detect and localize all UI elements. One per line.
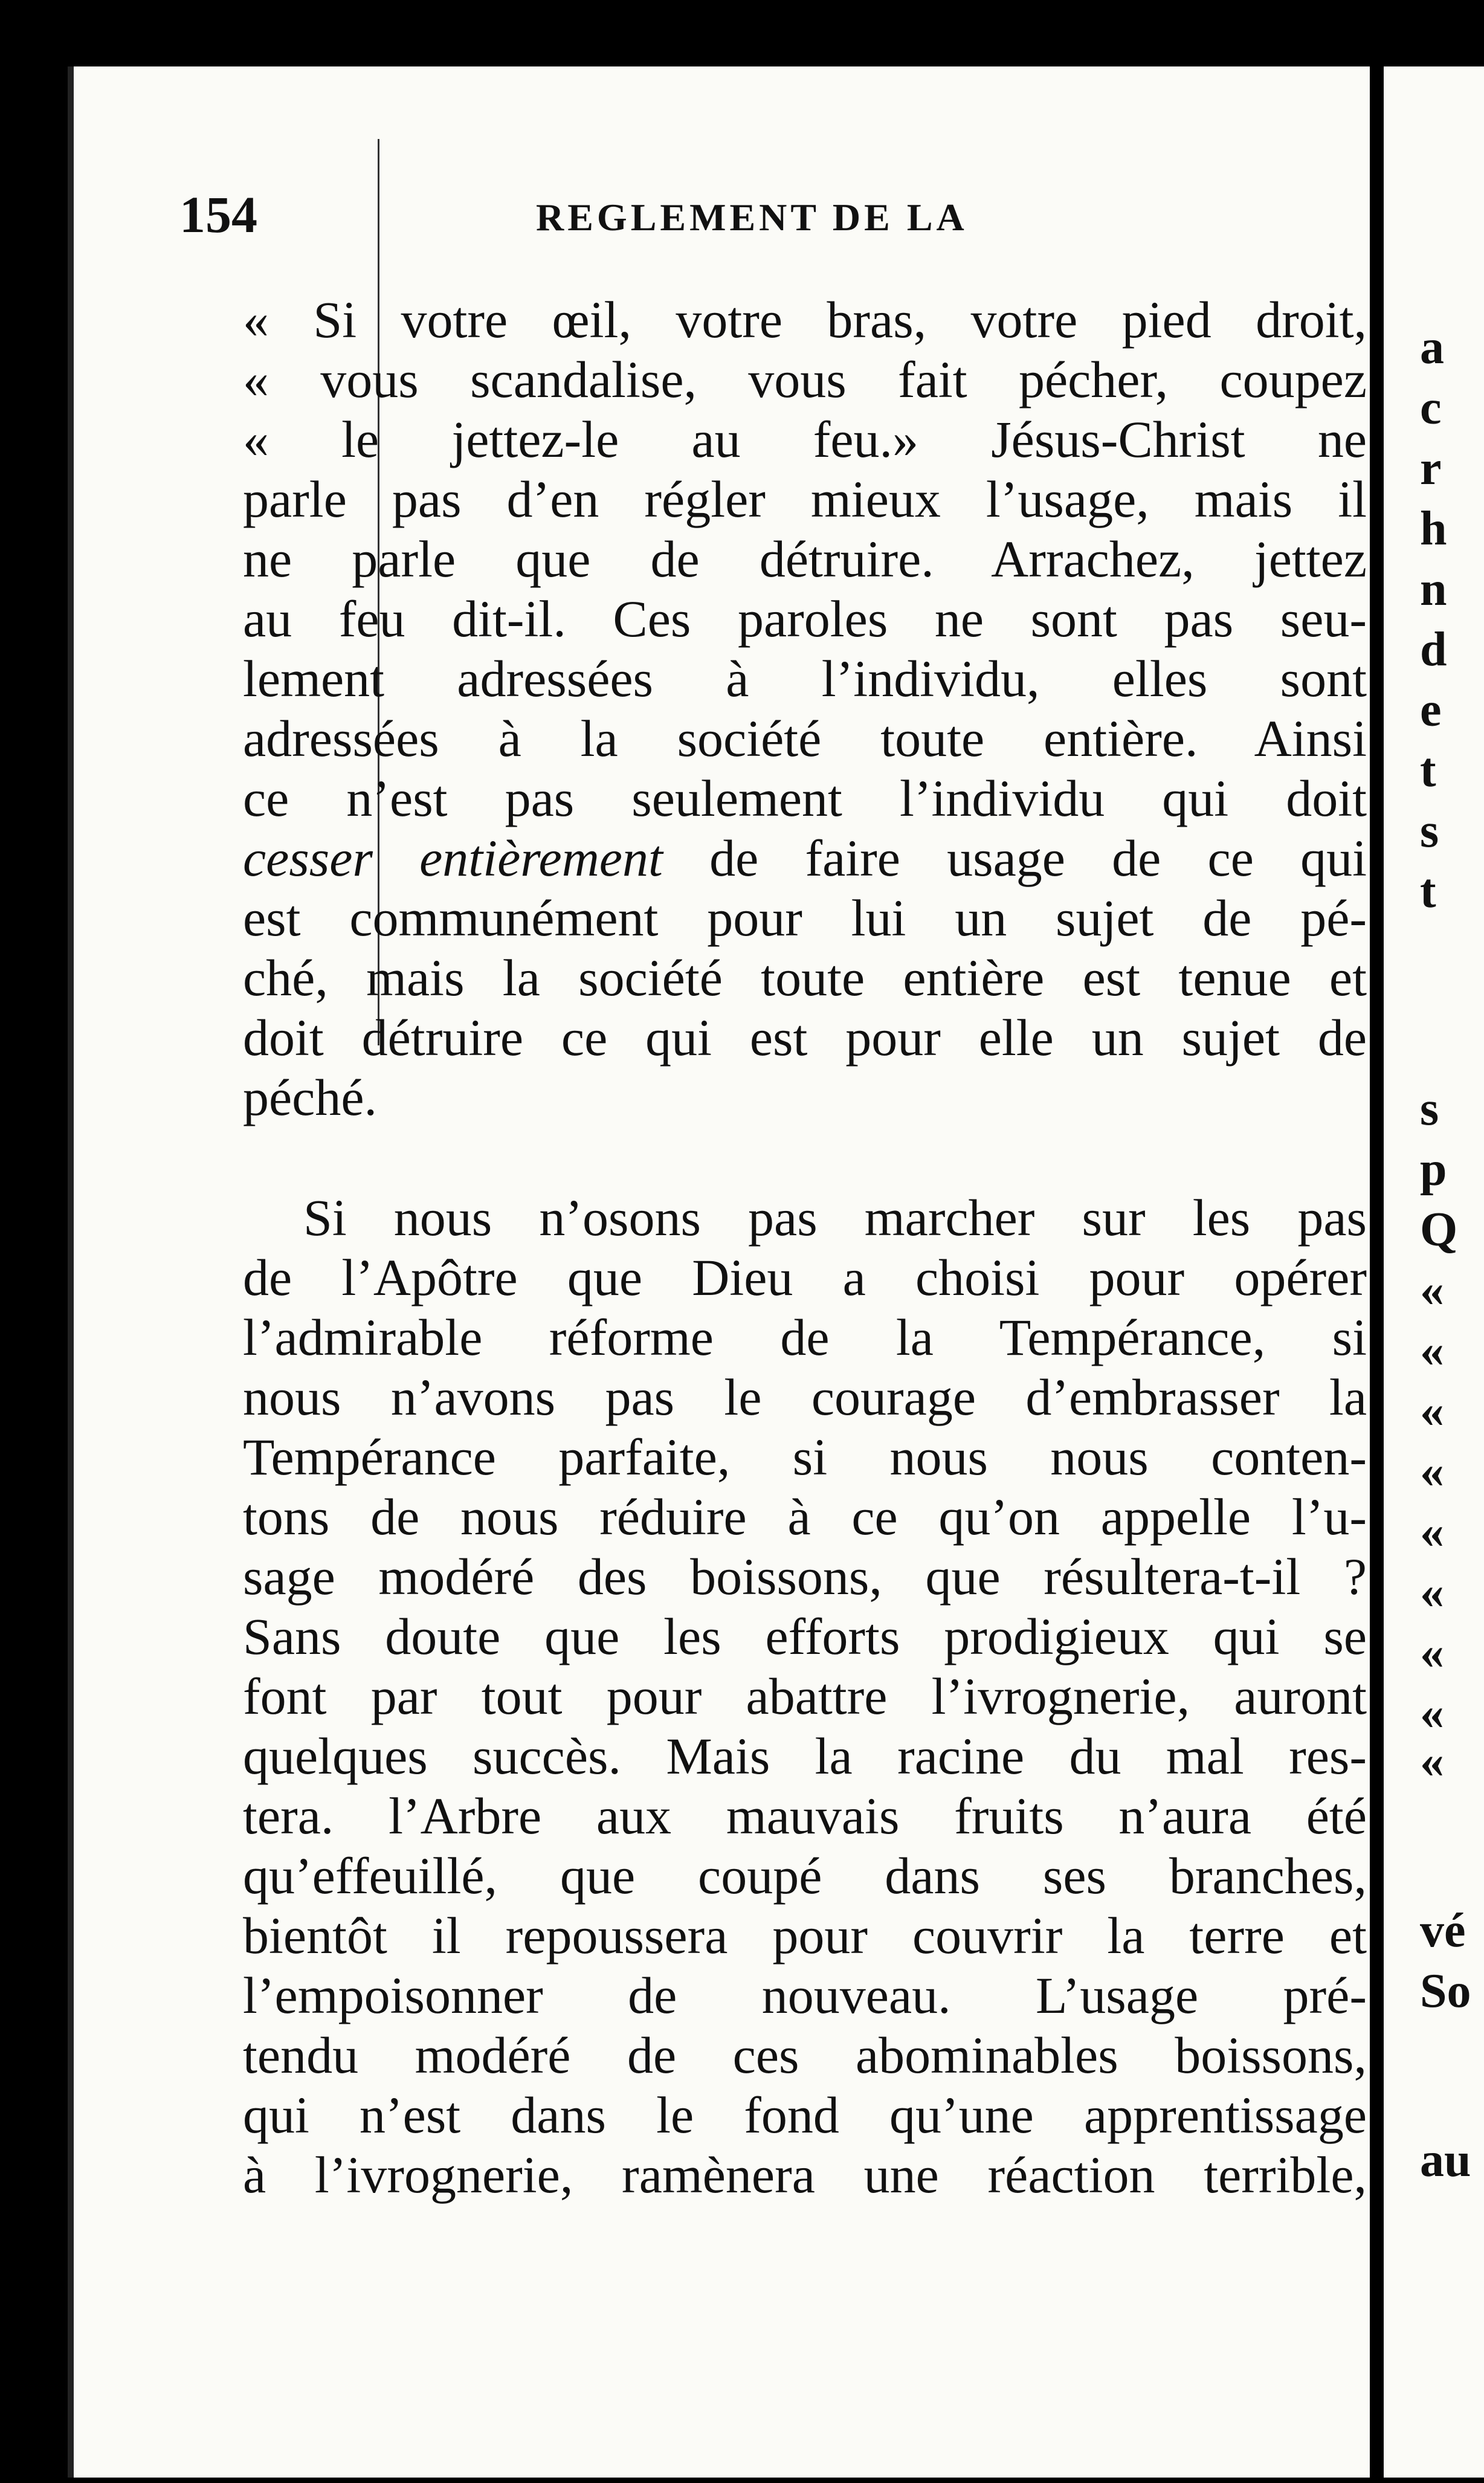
text-line: est communément pour lui un sujet de pé-	[243, 889, 1367, 947]
facing-page-fragment: t	[1420, 865, 1436, 918]
facing-page-fragment: n	[1420, 563, 1447, 616]
text-line: nous n’avons pas le courage d’embrasser la	[243, 1368, 1367, 1426]
facing-page-fragment: «	[1420, 1735, 1444, 1788]
paragraph-gap	[243, 1128, 1367, 1188]
text-line: tendu modéré de ces abominables boissons,	[243, 2026, 1367, 2084]
text-line: parle pas d’en régler mieux l’usage, mais il	[243, 470, 1367, 528]
book-page	[68, 66, 1370, 2478]
facing-page-fragment: Q	[1420, 1203, 1458, 1256]
text-line-italic	[243, 828, 1367, 888]
text-line: ne parle que de détruire. Arrachez, jettez	[243, 530, 1367, 588]
facing-page-fragment: vé	[1420, 1904, 1466, 1957]
text-line: tons de nous réduire à ce qu’on appelle l’u-	[243, 1488, 1367, 1546]
text-line: « le jettez-le au feu.» Jésus-Christ ne	[243, 410, 1367, 468]
text-line: qu’effeuillé, que coupé dans ses branches,	[243, 1847, 1367, 1905]
page-number: 154	[179, 186, 257, 244]
facing-page-fragment: s	[1420, 804, 1439, 857]
text-line: l’admirable réforme de la Tempérance, si	[243, 1308, 1367, 1366]
text-line: ché, mais la société toute entière est tenue et	[243, 949, 1367, 1007]
text-line: l’empoisonner de nouveau. L’usage pré-	[243, 1966, 1367, 2024]
running-head: REGLEMENT DE LA	[536, 196, 968, 239]
facing-page-fragment: c	[1420, 381, 1442, 434]
facing-page-fragment: r	[1420, 442, 1442, 495]
facing-page-fragment: «	[1420, 1505, 1444, 1558]
facing-page-fragment: «	[1420, 1687, 1444, 1740]
text-line: de l’Apôtre que Dieu a choisi pour opérer	[243, 1248, 1367, 1306]
facing-page-fragment: «	[1420, 1445, 1444, 1498]
text-fragment: de faire usage de ce qui	[709, 829, 1367, 887]
italic-phrase: cesser entièrement	[243, 829, 663, 887]
text-line: Tempérance parfaite, si nous nous conten-	[243, 1428, 1367, 1486]
text-line: quelques succès. Mais la racine du mal res-	[243, 1727, 1367, 1785]
text-line: péché.	[243, 1068, 378, 1126]
facing-page-fragment: h	[1420, 502, 1447, 555]
text-line: Si nous n’osons pas marcher sur les pas	[303, 1189, 1367, 1247]
facing-page-fragment: «	[1420, 1264, 1444, 1317]
text-line: à l’ivrognerie, ramènera une réaction terrible,	[243, 2146, 1367, 2204]
facing-page-edge	[1384, 66, 1484, 2478]
facing-page-fragment: «	[1420, 1566, 1444, 1619]
text-line: ce n’est pas seulement l’individu qui doit	[243, 769, 1367, 827]
body-text	[243, 290, 1367, 2205]
facing-page-fragment: «	[1420, 1626, 1444, 1679]
text-line: bientôt il repoussera pour couvrir la terre et	[243, 1907, 1367, 1965]
facing-page-fragment: «	[1420, 1384, 1444, 1438]
text-line: au feu dit-il. Ces paroles ne sont pas seu-	[243, 590, 1367, 648]
text-line: font par tout pour abattre l’ivrognerie, auront	[243, 1667, 1367, 1725]
facing-page-fragment: «	[1420, 1324, 1444, 1377]
facing-page-fragment: s	[1420, 1082, 1439, 1135]
text-line: sage modéré des boissons, que résultera-t-il ?	[243, 1548, 1367, 1606]
facing-page-fragment: e	[1420, 683, 1442, 737]
facing-page-fragment: au	[1420, 2134, 1471, 2187]
page-header	[179, 184, 1358, 245]
text-line: Sans doute que les efforts prodigieux qui se	[243, 1607, 1367, 1665]
text-line: qui n’est dans le fond qu’une apprentissage	[243, 2086, 1367, 2144]
text-line: lement adressées à l’individu, elles sont	[243, 650, 1367, 708]
facing-page-fragment: d	[1420, 623, 1447, 676]
text-line: doit détruire ce qui est pour elle un sujet de	[243, 1009, 1367, 1067]
facing-page-fragment: p	[1420, 1143, 1447, 1196]
facing-page-fragment: t	[1420, 744, 1436, 797]
text-line: « Si votre œil, votre bras, votre pied droit,	[243, 291, 1367, 349]
facing-page-fragment: a	[1420, 321, 1444, 374]
text-line: adressées à la société toute entière. Ainsi	[243, 709, 1367, 767]
text-line: « vous scandalise, vous fait pécher, coupez	[243, 350, 1367, 408]
text-line: tera. l’Arbre aux mauvais fruits n’aura été	[243, 1787, 1367, 1845]
facing-page-fragment: So	[1420, 1965, 1471, 2018]
